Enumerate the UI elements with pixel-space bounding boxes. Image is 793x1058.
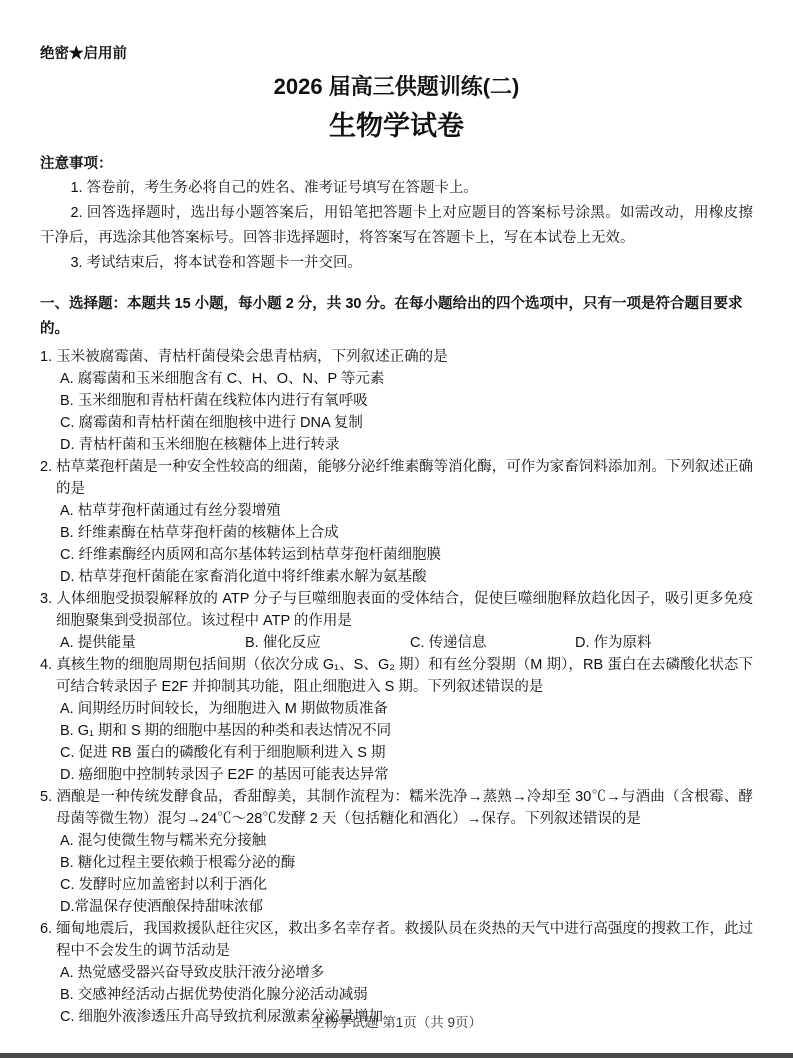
question-option-c: C. 纤维素酶经内质网和高尔基体转运到枯草芽孢杆菌细胞膜 [60, 547, 442, 563]
question-option-a: A. 提供能量 [60, 635, 136, 651]
question-option-d: D. 作为原料 [575, 635, 652, 651]
question-stem: 6. 缅甸地震后，我国救援队赶往灾区，救出多名幸存者。救援队员在炎热的天气中进行高强度的搜救工作，此过程中不会发生的调节活动是 [40, 921, 753, 959]
question-option-a: A. 间期经历时间较长，为细胞进入 M 期做物质准备 [60, 701, 388, 717]
question-2 [40, 456, 753, 588]
question-stem: 2. 枯草菜孢杆菌是一种安全性较高的细菌，能够分泌纤维素酶等消化酶，可作为家畜饲料添加剂。下列叙述正确的是 [40, 459, 753, 497]
exam-subject-title: 生物学试卷 [329, 111, 464, 141]
question-option-b: B. 糖化过程主要依赖于根霉分泌的酶 [60, 855, 296, 871]
question-option-b: B. G₁ 期和 S 期的细胞中基因的种类和表达情况不同 [60, 723, 392, 739]
question-option-a: A. 混匀使微生物与糯米充分接触 [60, 833, 267, 849]
question-option-d: D. 癌细胞中控制转录因子 E2F 的基因可能表达异常 [60, 767, 389, 783]
question-option-b: B. 纤维素酶在枯草芽孢杆菌的核糖体上合成 [60, 525, 339, 541]
question-stem: 4. 真核生物的细胞周期包括间期（依次分成 G₁、S、G₂ 期）和有丝分裂期（M 期），RB 蛋白在去磷酸化状态下可结合转录因子 E2F 并抑制其功能，阻止细胞进入 S 期。下列叙述错误的是 [40, 657, 753, 695]
page-bottom-separator [0, 1053, 793, 1058]
page-footer: 生物学试题 第1页（共 9页） [310, 1015, 483, 1030]
question-stem: 5. 酒酿是一种传统发酵食品，香甜醇美，其制作流程为：糯米洗净→蒸熟→冷却至 30℃→与酒曲（含根霉、酵母菌等微生物）混匀→24℃～28℃发酵 2 天（包括糖化和酒化）→保存。下列叙述错误的是 [40, 789, 753, 827]
question-3 [40, 588, 753, 654]
question-4 [40, 654, 753, 786]
question-option-b: B. 玉米细胞和青枯杆菌在线粒体内进行有氧呼吸 [60, 393, 368, 409]
classification-label: 绝密★启用前 [40, 46, 127, 62]
question-option-b: B. 催化反应 [245, 635, 321, 651]
exam-title: 2026 届高三供题训练(二) [273, 74, 520, 99]
question-option-c: C. 发酵时应加盖密封以利于酒化 [60, 877, 268, 893]
notices-section [40, 152, 753, 276]
notice-item: 2. 回答选择题时，选出每小题答案后，用铅笔把答题卡上对应题目的答案标号涂黑。如需改动，用橡皮擦干净后，再选涂其他答案标号。回答非选择题时，将答案写在答题卡上，写在本试卷上无效。 [40, 205, 753, 246]
question-1 [40, 346, 753, 456]
question-5 [40, 786, 753, 918]
question-option-d: D.常温保存使酒酿保持甜味浓郁 [60, 899, 263, 915]
question-option-d: D. 青枯杆菌和玉米细胞在核糖体上进行转录 [60, 437, 340, 453]
question-option-a: A. 枯草芽孢杆菌通过有丝分裂增殖 [60, 503, 281, 519]
notices-heading: 注意事项： [40, 156, 113, 172]
question-option-a: A. 腐霉菌和玉米细胞含有 C、H、O、N、P 等元素 [60, 371, 385, 387]
question-option-c: C. 促进 RB 蛋白的磷酸化有利于细胞顺利进入 S 期 [60, 745, 386, 761]
section-heading: 一、选择题：本题共 15 小题，每小题 2 分，共 30 分。在每小题给出的四个选项中，只有一项是符合题目要求的。 [40, 296, 743, 337]
question-option-d: D. 枯草芽孢杆菌能在家畜消化道中将纤维素水解为氨基酸 [60, 569, 427, 585]
question-option-c: C. 细胞外液渗透压升高导致抗利尿激素分泌量增加 [60, 1009, 384, 1025]
question-option-b: B. 交感神经活动占据优势使消化腺分泌活动减弱 [60, 987, 368, 1003]
notice-item: 3. 考试结束后，将本试卷和答题卡一并交回。 [70, 255, 363, 271]
question-option-a: A. 热觉感受器兴奋导致皮肤汗液分泌增多 [60, 965, 325, 981]
question-option-c: C. 腐霉菌和青枯杆菌在细胞核中进行 DNA 复制 [60, 415, 363, 431]
notice-item: 1. 答卷前，考生务必将自己的姓名、准考证号填写在答题卡上。 [70, 180, 479, 196]
question-stem: 1. 玉米被腐霉菌、青枯杆菌侵染会患青枯病，下列叙述正确的是 [40, 349, 448, 365]
question-stem: 3. 人体细胞受损裂解释放的 ATP 分子与巨噬细胞表面的受体结合，促使巨噬细胞释放趋化因子，吸引更多免疫细胞聚集到受损部位。该过程中 ATP 的作用是 [40, 591, 753, 629]
question-6 [40, 918, 753, 1028]
question-option-c: C. 传递信息 [410, 635, 487, 651]
question-options-row [40, 632, 753, 654]
